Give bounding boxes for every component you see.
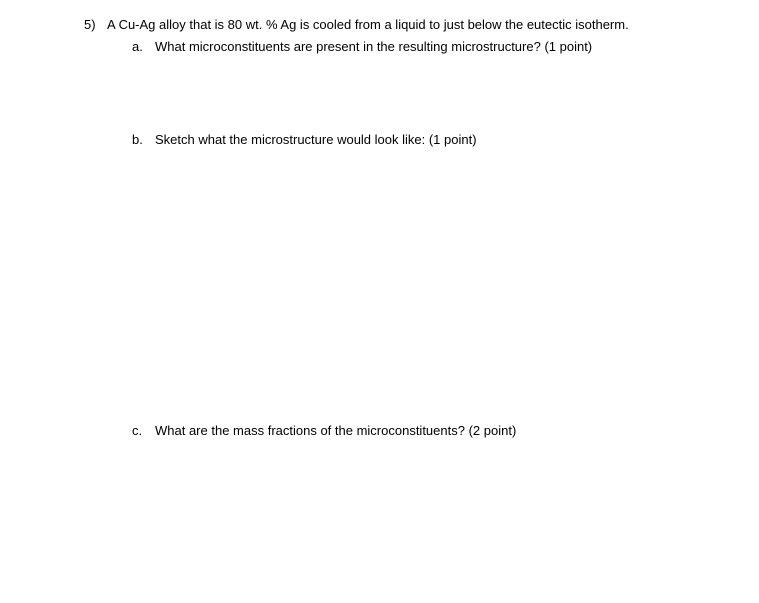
part-b-text: Sketch what the microstructure would look like: (1 point) <box>155 132 477 147</box>
part-c-label: c. <box>132 423 143 438</box>
question-stem: A Cu-Ag alloy that is 80 wt. % Ag is cooled from a liquid to just below the eutectic isotherm. <box>107 17 629 32</box>
part-a-label: a. <box>132 39 143 54</box>
part-c-text: What are the mass fractions of the microconstituents? (2 point) <box>155 423 517 438</box>
part-b-label: b. <box>132 132 143 147</box>
question-number: 5) <box>84 17 96 32</box>
part-a-text: What microconstituents are present in the resulting microstructure? (1 point) <box>155 39 593 54</box>
